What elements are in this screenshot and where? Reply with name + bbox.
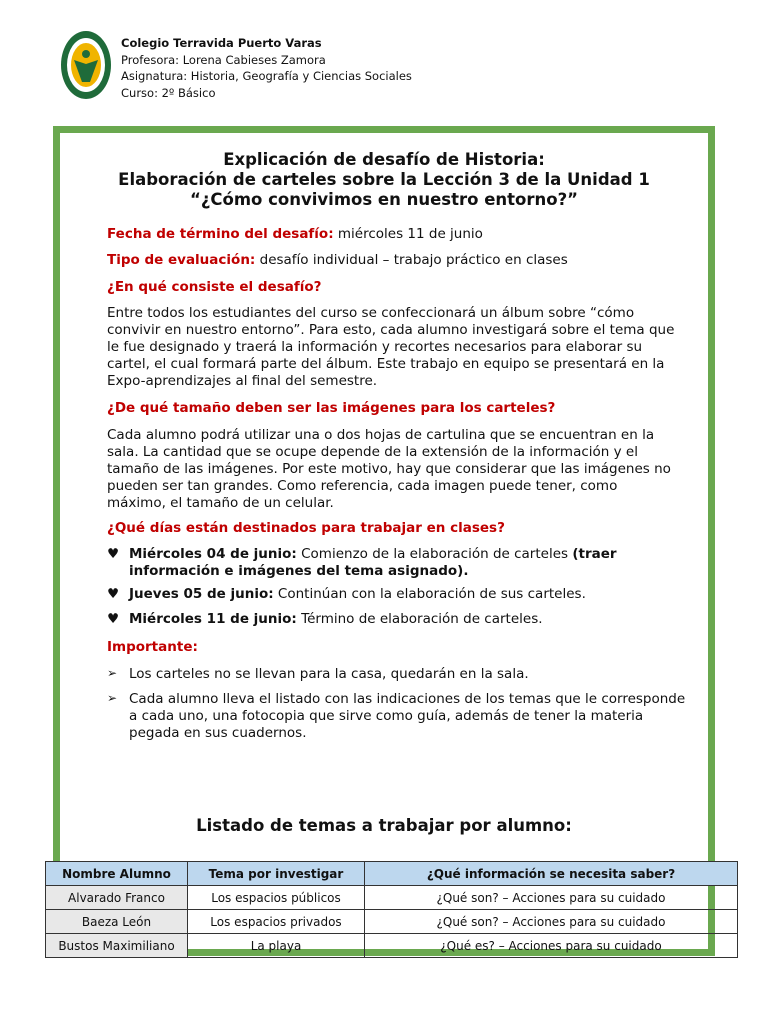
day-item [129, 611, 689, 628]
page-title [60, 150, 708, 210]
subject: Asignatura: Historia, Geografía y Ciencias Sociales [121, 69, 412, 83]
note-item: Los carteles no se llevan para la casa, quedarán en la sala. [129, 666, 529, 682]
day-item [129, 546, 689, 580]
arrow-icon: ➢ [107, 691, 118, 705]
day-text: Término de elaboración de carteles. [296, 611, 543, 627]
day-text: Continúan con la elaboración de sus carteles. [273, 586, 586, 602]
heart-icon: ♥ [107, 586, 120, 602]
heart-icon: ♥ [107, 611, 120, 627]
table-row [46, 886, 738, 910]
school-name: Colegio Terravida Puerto Varas [121, 36, 322, 50]
day-text: Comienzo de la elaboración de carteles [296, 546, 573, 562]
due-date [107, 226, 677, 243]
eval-type-value: desafío individual – trabajo práctico en clases [255, 252, 568, 268]
title-line-2: Elaboración de carteles sobre la Lección 3 de la Unidad 1 [118, 170, 650, 189]
cell: Alvarado Franco [46, 886, 188, 910]
cell: Bustos Maximiliano [46, 934, 188, 958]
table-row [46, 910, 738, 934]
cell: ¿Qué son? – Acciones para su cuidado [365, 886, 738, 910]
teacher: Profesora: Lorena Cabieses Zamora [121, 52, 326, 67]
cell: ¿Qué es? – Acciones para su cuidado [365, 934, 738, 958]
paragraph-1: Entre todos los estudiantes del curso se confeccionará un álbum sobre “cómo convivir en nuestro entorno”. Para esto, cada alumno investigará sobre el tema que le fue designado y traerá la información y recortes necesarios para elaborar su cartel, el cual formará parte del álbum. Este trabajo en equipo se presentará en la Expo-aprendizajes al final del semestre. [107, 305, 675, 389]
topics-table [45, 861, 738, 958]
day-item [129, 586, 689, 603]
day-extra: (traer información e imágenes del tema asignado). [129, 546, 617, 579]
question-1: ¿En qué consiste el desafío? [107, 279, 322, 295]
question-3: ¿Qué días están destinados para trabajar en clases? [107, 520, 505, 536]
cell: Baeza León [46, 910, 188, 934]
list-title: Listado de temas a trabajar por alumno: [196, 816, 572, 835]
day-date: Jueves 05 de junio: [129, 586, 274, 602]
header-cell: Tema por investigar [188, 862, 365, 886]
title-line-1: Explicación de desafío de Historia: [223, 150, 545, 169]
day-date: Miércoles 11 de junio: [129, 611, 297, 627]
note-item: Cada alumno lleva el listado con las indicaciones de los temas que le corresponde a cada uno, una fotocopia que sirve como guía, además de tener la materia pegada en sus cuadernos. [129, 691, 686, 741]
header-cell: Nombre Alumno [46, 862, 188, 886]
arrow-icon: ➢ [107, 666, 118, 680]
school-logo [60, 30, 112, 100]
paragraph-2: Cada alumno podrá utilizar una o dos hojas de cartulina que se encuentran en la sala. La cantidad que se ocupe depende de la extensión de la información y el tamaño de las imágenes. Por este motivo, hay que considerar que las imágenes no pueden ser tan grandes. Como referencia, cada imagen puede tener, como máximo, el tamaño de un celular. [107, 427, 671, 511]
eval-type [107, 252, 677, 269]
header-cell: ¿Qué información se necesita saber? [365, 862, 738, 886]
heart-icon: ♥ [107, 546, 120, 562]
table-header-row [46, 862, 738, 886]
cell: La playa [188, 934, 365, 958]
title-line-3: “¿Cómo convivimos en nuestro entorno?” [190, 190, 578, 209]
cell: ¿Qué son? – Acciones para su cuidado [365, 910, 738, 934]
important-heading: Importante: [107, 639, 198, 655]
table-row [46, 934, 738, 958]
due-date-value: miércoles 11 de junio [333, 226, 483, 242]
day-date: Miércoles 04 de junio: [129, 546, 297, 562]
course: Curso: 2º Básico [121, 85, 216, 100]
question-2: ¿De qué tamaño deben ser las imágenes para los carteles? [107, 400, 556, 416]
cell: Los espacios privados [188, 910, 365, 934]
due-date-label: Fecha de término del desafío: [107, 226, 334, 242]
cell: Los espacios públicos [188, 886, 365, 910]
eval-type-label: Tipo de evaluación: [107, 252, 256, 268]
